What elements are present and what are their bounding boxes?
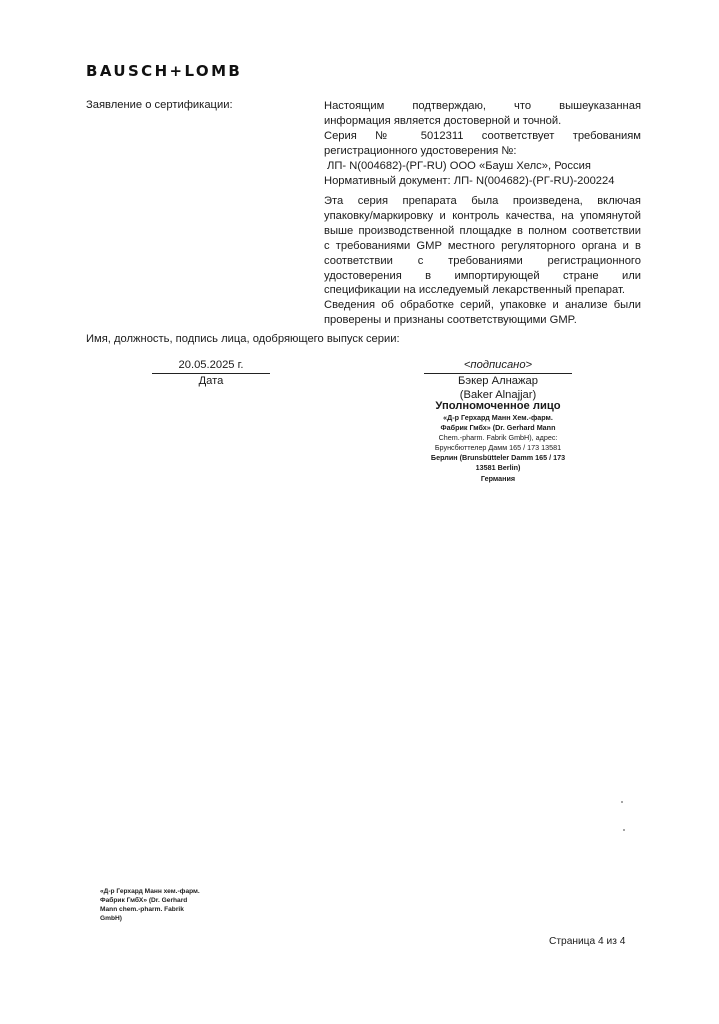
normative-document: Нормативный документ: ЛП- N(004682)-(РГ-RU)-200224 xyxy=(324,174,615,187)
date-block xyxy=(152,359,270,388)
gmp-line: спецификации на исследуемый лекарственный препарат. xyxy=(324,284,625,297)
signature-block xyxy=(424,359,572,402)
gmp-line: удостоверения в импортирующей стране или xyxy=(324,269,641,282)
date-label: Дата xyxy=(198,375,224,387)
page-number: Страница 4 из 4 xyxy=(549,936,626,947)
company-line: «Д-р Герхард Манн Хем.-фарм. xyxy=(443,413,553,422)
stamp-line: GmbH) xyxy=(100,915,122,922)
signatory-name-en: (Baker Alnajjar) xyxy=(459,389,537,401)
batch-line: Серия № 5012311 соответствует требованиям xyxy=(324,129,641,142)
gmp-statement xyxy=(324,194,641,328)
registration-number: ЛП- N(004682)-(РГ-RU) ООО «Бауш Хелс», Россия xyxy=(327,159,591,172)
company-line: 13581 Berlin) xyxy=(475,463,521,473)
statement-line: регистрационного удостоверения №: xyxy=(324,144,517,157)
signature-placeholder: <подписано> xyxy=(424,359,572,374)
gmp-line: Эта серия препарата была произведена, включая xyxy=(324,195,641,207)
stamp-line: «Д-р Герхард Манн хем.-фарм. xyxy=(100,888,200,895)
date-value: 20.05.2025 г. xyxy=(152,359,270,374)
signatory-heading: Имя, должность, подпись лица, одобряющего выпуск серии: xyxy=(86,333,400,345)
stamp-line: Mann chem.-pharm. Fabrik xyxy=(100,906,184,913)
company-line: Chem.-pharm. Fabrik GmbH), адрес: xyxy=(438,433,558,443)
company-line: Германия xyxy=(480,473,516,483)
company-stamp xyxy=(100,887,200,923)
company-line: Берлин (Brunsbütteler Damm 165 / 173 xyxy=(430,453,566,463)
stamp-line: Фабрик ГмбХ» (Dr. Gerhard xyxy=(100,897,188,904)
gmp-line: соответствии с требованиями регистрационного xyxy=(324,254,641,267)
qualified-person-title: Уполномоченное лицо xyxy=(435,400,561,412)
qualified-person-block xyxy=(421,399,575,484)
gmp-line: Сведения об обработке серий, упаковке и анализе были xyxy=(324,299,641,312)
scan-speck xyxy=(621,801,623,803)
statement-line: Настоящим подтверждаю, что вышеуказанная xyxy=(324,100,641,112)
gmp-line: выше производственной площадке в полном соответствии xyxy=(324,224,641,237)
scan-speck xyxy=(623,829,625,831)
signatory-name-ru: Бэкер Алнажар xyxy=(458,375,538,387)
certification-statement xyxy=(324,99,641,188)
gmp-line: проверены и признаны соответствующими GMP. xyxy=(324,314,577,327)
gmp-line: с требованиями GMP местного регуляторного органа и в xyxy=(324,239,641,252)
company-line: Фабрик Гмбх» (Dr. Gerhard Mann xyxy=(440,423,556,433)
statement-line: информация является достоверной и точной. xyxy=(324,114,562,127)
brand-logo: BAUSCH+LOMB xyxy=(86,62,243,80)
company-line: Брунсбюттелер Дамм 165 / 173 13581 xyxy=(434,443,562,453)
gmp-line: упаковку/маркировку и контроль качества, на упомянутой xyxy=(324,209,641,222)
certification-label: Заявление о сертификации: xyxy=(86,99,233,111)
